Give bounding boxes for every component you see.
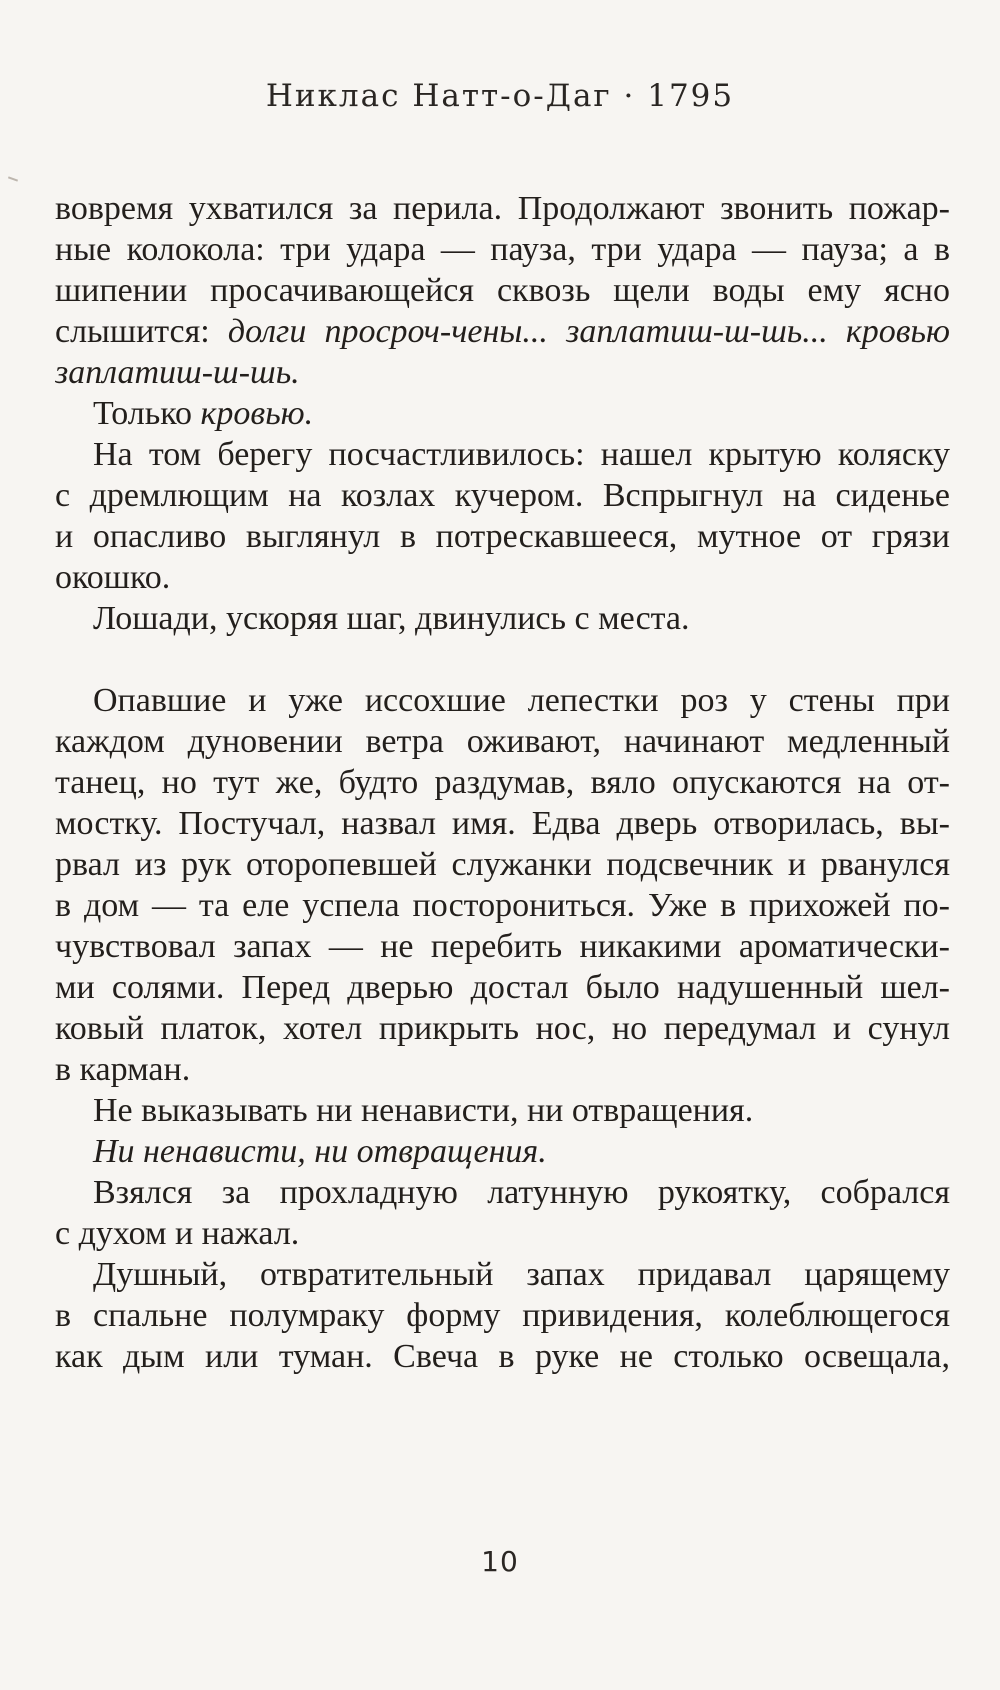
text-run: Только xyxy=(93,395,201,432)
text-line xyxy=(55,352,950,393)
page-number: 10 xyxy=(481,1545,519,1578)
text-line: танец, но тут же, будто раздумав, вяло опускаются на от- xyxy=(55,764,950,801)
text-line: вовремя ухватился за перила. Продолжают звонить пожар- xyxy=(55,190,950,227)
text-run: слышится: xyxy=(55,313,228,350)
text-line: шипении просачивающейся сквозь щели воды ему ясно xyxy=(55,272,950,309)
paper-speck xyxy=(8,176,18,181)
text-line: как дым или туман. Свеча в руке не столько освещала, xyxy=(55,1338,950,1375)
text-line xyxy=(55,393,950,434)
text-line: и опасливо выглянул в потрескавшееся, мутное от грязи xyxy=(55,518,950,555)
italic-run: долги просроч-чены... заплатиш-ш-шь... кровью xyxy=(227,313,950,350)
text-line: чувствовал запах — не перебить никакими ароматически- xyxy=(55,928,950,965)
text-line: рвал из рук оторопевшей служанки подсвечник и рванулся xyxy=(55,846,950,883)
text-line: с дремлющим на козлах кучером. Вспрыгнул на сиденье xyxy=(55,477,950,514)
text-line: Душный, отвратительный запах придавал царящему xyxy=(93,1256,950,1293)
text-line: в спальне полумраку форму привидения, колеблющегося xyxy=(55,1297,950,1334)
text-line: с духом и нажал. xyxy=(55,1215,300,1252)
text-line: окошко. xyxy=(55,559,171,596)
italic-run: Ни ненависти, ни отвращения. xyxy=(93,1133,547,1170)
text-line: мостку. Постучал, назвал имя. Едва дверь отворилась, вы- xyxy=(55,805,950,842)
text-line: ми солями. Перед дверью достал было надушенный шел- xyxy=(55,969,950,1006)
text-line: ковый платок, хотел прикрыть нос, но передумал и сунул xyxy=(55,1010,950,1047)
text-line: Опавшие и уже иссохшие лепестки роз у стены при xyxy=(93,682,950,719)
text-line xyxy=(55,311,950,352)
text-line: в карман. xyxy=(55,1051,191,1088)
text-line: в дом — та еле успела посторониться. Уже в прихожей по- xyxy=(55,887,950,924)
text-section-1 xyxy=(55,188,950,639)
text-line: каждом дуновении ветра оживают, начинают медленный xyxy=(55,723,950,760)
text-section-2 xyxy=(55,680,950,1377)
text-line xyxy=(55,1131,950,1172)
text-line: ные колокола: три удара — пауза, три удара — пауза; а в xyxy=(55,231,950,268)
italic-run: заплатиш-ш-шь. xyxy=(55,354,300,391)
text-line: Лошади, ускоряя шаг, двинулись с места. xyxy=(93,600,690,637)
text-line: На том берегу посчастливилось: нашел крытую коляску xyxy=(93,436,950,473)
text-line: Не выказывать ни ненависти, ни отвращения. xyxy=(93,1092,754,1129)
running-head: Никлас Натт-о-Даг · 1795 xyxy=(265,78,735,114)
italic-run: кровью. xyxy=(200,395,314,432)
text-line: Взялся за прохладную латунную рукоятку, собрался xyxy=(93,1174,950,1211)
